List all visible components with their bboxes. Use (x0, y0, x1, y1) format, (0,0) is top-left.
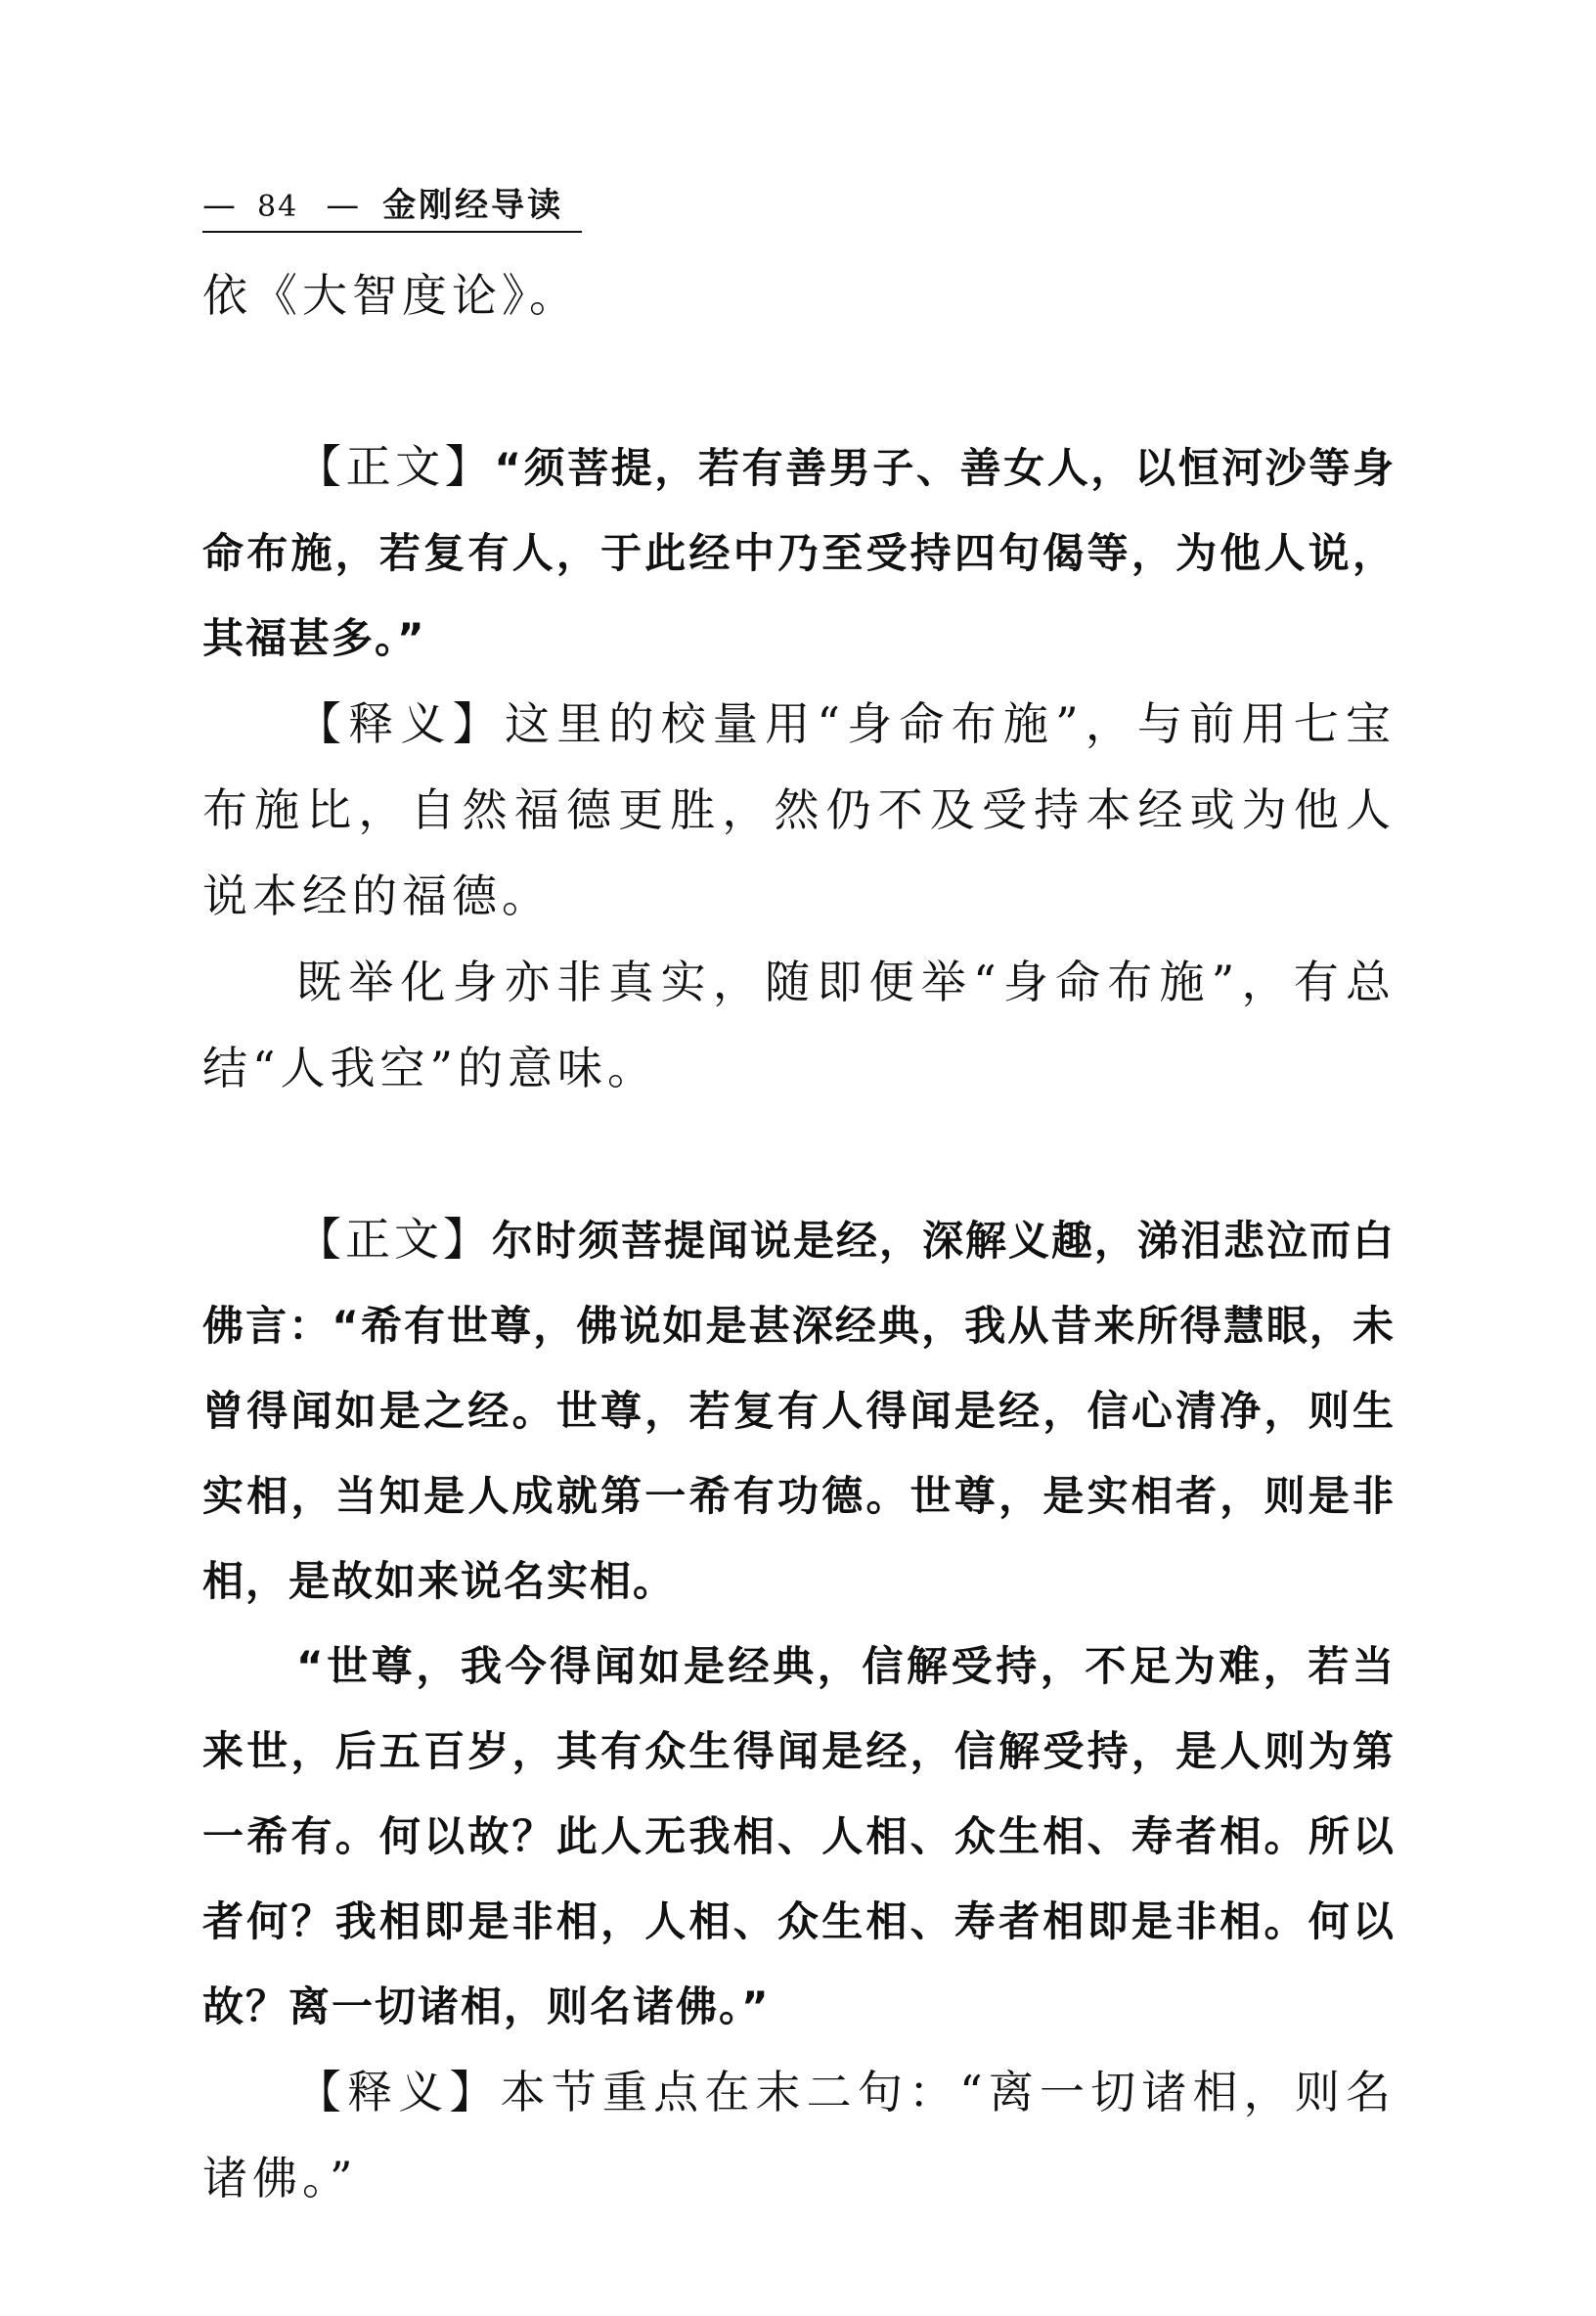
running-header (202, 176, 1396, 235)
paragraph-text: 既举化身亦非真实，随即便举“身命布施”，有总结“人我空”的意味。 (202, 956, 1396, 1094)
paragraph-text: 依《大智度论》。 (202, 269, 579, 322)
paragraph-main-text (202, 1197, 1396, 1624)
paragraph-explanation (202, 681, 1396, 939)
page-number: 84 (257, 190, 299, 224)
book-title: 金刚经导读 (382, 186, 564, 225)
header-underline (202, 231, 582, 233)
book-page (202, 176, 1396, 2221)
section-label: 【释义】 (296, 2066, 501, 2118)
paragraph-main-text (202, 424, 1396, 681)
section-label: 【释义】 (296, 697, 505, 750)
header-dash-right: — (326, 186, 362, 225)
section-label: 【正文】 (296, 1213, 492, 1266)
paragraph-text: 这里的校量用“身命布施”，与前用七宝布施比，自然福德更胜，然仍不及受持本经或为他人说本经的福德。 (202, 697, 1396, 922)
header-dash-left: — (202, 186, 238, 225)
paragraph-text: 本节重点在末二句：“离一切诸相，则名诸佛。” (202, 2066, 1396, 2205)
paragraph-main-text-continued (202, 1624, 1396, 2049)
section-label: 【正文】 (296, 440, 495, 493)
paragraph-explanation (202, 2049, 1396, 2221)
paragraph-text: “须菩提，若有善男子、善女人，以恒河沙等身命布施，若复有人，于此经中乃至受持四句偈等，为他人说，其福甚多。” (202, 444, 1396, 662)
paragraph-commentary (202, 939, 1396, 1111)
paragraph-text: “世尊，我今得闻如是经典，信解受持，不足为难，若当来世，后五百岁，其有众生得闻是经，信解受持，是人则为第一希有。何以故？此人无我相、人相、众生相、寿者相。所以者何？我相即是非相，人相、众生相、寿者相即是非相。何以故？离一切诸相，则名诸佛。” (202, 1642, 1396, 2030)
paragraph-continuation (202, 252, 1396, 338)
paragraph-text: 尔时须菩提闻说是经，深解义趣，涕泪悲泣而白佛言：“希有世尊，佛说如是甚深经典，我从昔来所得慧眼，未曾得闻如是之经。世尊，若复有人得闻是经，信心清净，则生实相，当知是人成就第一希有功德。世尊，是实相者，则是非相，是故如来说名实相。 (202, 1217, 1396, 1605)
